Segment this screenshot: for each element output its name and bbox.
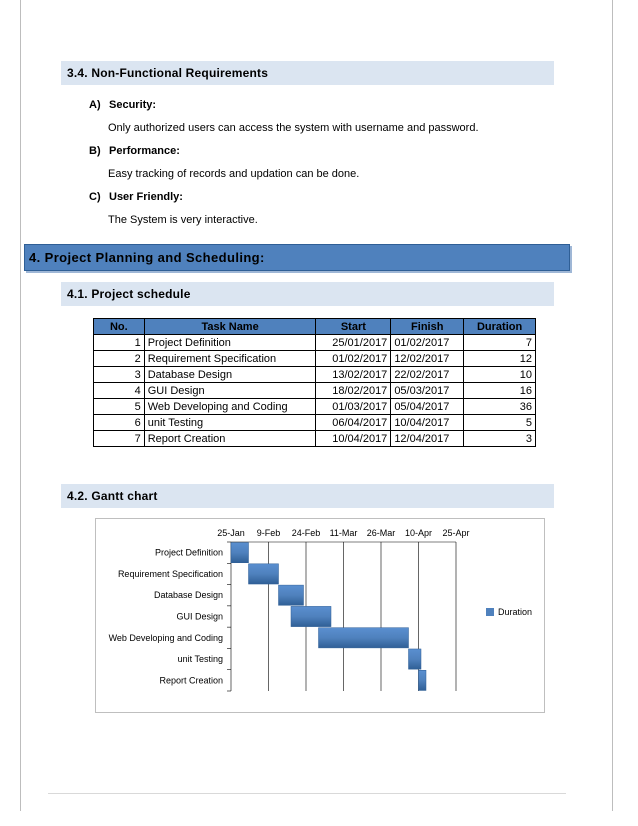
x-tick-label: 25-Jan bbox=[217, 528, 245, 538]
table-row bbox=[94, 383, 536, 399]
category-label: Report Creation bbox=[159, 675, 223, 686]
table-row bbox=[94, 335, 536, 351]
requirement-title: Security: bbox=[109, 99, 157, 111]
requirement-performance-text: Easy tracking of records and updation can be done. bbox=[108, 168, 360, 180]
cell-finish: 12/04/2017 bbox=[391, 431, 464, 447]
category-label: Requirement Specification bbox=[117, 568, 223, 579]
cell-finish: 22/02/2017 bbox=[391, 367, 464, 383]
requirement-security-text: Only authorized users can access the system with username and password. bbox=[108, 122, 479, 134]
table-header-row bbox=[94, 319, 536, 335]
cell-no: 1 bbox=[94, 335, 145, 351]
requirement-title: Performance: bbox=[109, 145, 180, 157]
cell-start: 10/04/2017 bbox=[316, 431, 391, 447]
cell-duration: 12 bbox=[464, 351, 536, 367]
requirement-letter: A) bbox=[89, 99, 101, 111]
gantt-bar bbox=[279, 585, 304, 605]
cell-start: 25/01/2017 bbox=[316, 335, 391, 351]
x-tick-label: 11-Mar bbox=[329, 528, 358, 538]
cell-start: 01/03/2017 bbox=[316, 399, 391, 415]
gantt-bar bbox=[419, 670, 427, 690]
x-tick-label: 24-Feb bbox=[291, 528, 321, 538]
cell-finish: 01/02/2017 bbox=[391, 335, 464, 351]
cell-task: Database Design bbox=[144, 367, 316, 383]
cell-task: Requirement Specification bbox=[144, 351, 316, 367]
cell-start: 06/04/2017 bbox=[316, 415, 391, 431]
cell-start: 18/02/2017 bbox=[316, 383, 391, 399]
cell-task: Web Developing and Coding bbox=[144, 399, 316, 415]
section-heading-schedule: 4.1. Project schedule bbox=[61, 282, 554, 306]
section-heading-planning: 4. Project Planning and Scheduling: bbox=[24, 244, 570, 271]
gantt-bar bbox=[231, 543, 249, 563]
requirement-userfriendly-heading bbox=[89, 191, 183, 203]
footer-divider bbox=[48, 793, 566, 794]
cell-finish: 05/03/2017 bbox=[391, 383, 464, 399]
cell-duration: 7 bbox=[464, 335, 536, 351]
section-heading-nonfunctional: 3.4. Non-Functional Requirements bbox=[61, 61, 554, 85]
table-row bbox=[94, 431, 536, 447]
requirement-title: User Friendly: bbox=[109, 191, 183, 203]
table-row bbox=[94, 351, 536, 367]
requirement-letter: C) bbox=[89, 191, 101, 203]
gantt-chart bbox=[95, 518, 545, 713]
gantt-bar bbox=[409, 649, 422, 669]
cell-task: Report Creation bbox=[144, 431, 316, 447]
legend-label: Duration bbox=[498, 607, 533, 617]
cell-no: 6 bbox=[94, 415, 145, 431]
cell-duration: 16 bbox=[464, 383, 536, 399]
cell-finish: 05/04/2017 bbox=[391, 399, 464, 415]
cell-duration: 10 bbox=[464, 367, 536, 383]
requirement-performance-heading bbox=[89, 145, 180, 157]
column-header: Duration bbox=[464, 319, 536, 335]
category-label: Database Design bbox=[153, 590, 223, 601]
column-header: Start bbox=[316, 319, 391, 335]
legend-swatch bbox=[486, 608, 494, 616]
category-label: GUI Design bbox=[176, 611, 223, 622]
column-header: No. bbox=[94, 319, 145, 335]
chart-legend bbox=[486, 607, 532, 617]
column-header: Task Name bbox=[144, 319, 316, 335]
cell-task: GUI Design bbox=[144, 383, 316, 399]
x-tick-label: 10-Apr bbox=[404, 528, 433, 538]
cell-start: 13/02/2017 bbox=[316, 367, 391, 383]
cell-no: 2 bbox=[94, 351, 145, 367]
requirement-security-heading bbox=[89, 99, 156, 111]
cell-finish: 10/04/2017 bbox=[391, 415, 464, 431]
cell-finish: 12/02/2017 bbox=[391, 351, 464, 367]
category-label: Project Definition bbox=[154, 547, 223, 558]
gantt-bar bbox=[319, 628, 409, 648]
cell-task: Project Definition bbox=[144, 335, 316, 351]
cell-no: 7 bbox=[94, 431, 145, 447]
cell-duration: 36 bbox=[464, 399, 536, 415]
table-row bbox=[94, 367, 536, 383]
gantt-chart-svg bbox=[96, 519, 546, 714]
category-label: Web Developing and Coding bbox=[108, 632, 223, 643]
category-label: unit Testing bbox=[177, 654, 223, 665]
requirement-userfriendly-text: The System is very interactive. bbox=[108, 214, 258, 226]
x-tick-label: 25-Apr bbox=[442, 528, 470, 538]
section-heading-gantt: 4.2. Gantt chart bbox=[61, 484, 554, 508]
cell-no: 4 bbox=[94, 383, 145, 399]
cell-duration: 5 bbox=[464, 415, 536, 431]
column-header: Finish bbox=[391, 319, 464, 335]
requirement-letter: B) bbox=[89, 145, 101, 157]
table-row bbox=[94, 399, 536, 415]
cell-duration: 3 bbox=[464, 431, 536, 447]
x-tick-label: 9-Feb bbox=[256, 528, 281, 538]
gantt-bar bbox=[249, 564, 279, 584]
cell-start: 01/02/2017 bbox=[316, 351, 391, 367]
cell-no: 3 bbox=[94, 367, 145, 383]
cell-task: unit Testing bbox=[144, 415, 316, 431]
cell-no: 5 bbox=[94, 399, 145, 415]
gantt-bar bbox=[291, 606, 331, 626]
x-tick-label: 26-Mar bbox=[366, 528, 396, 538]
table-row bbox=[94, 415, 536, 431]
schedule-table bbox=[93, 318, 536, 447]
